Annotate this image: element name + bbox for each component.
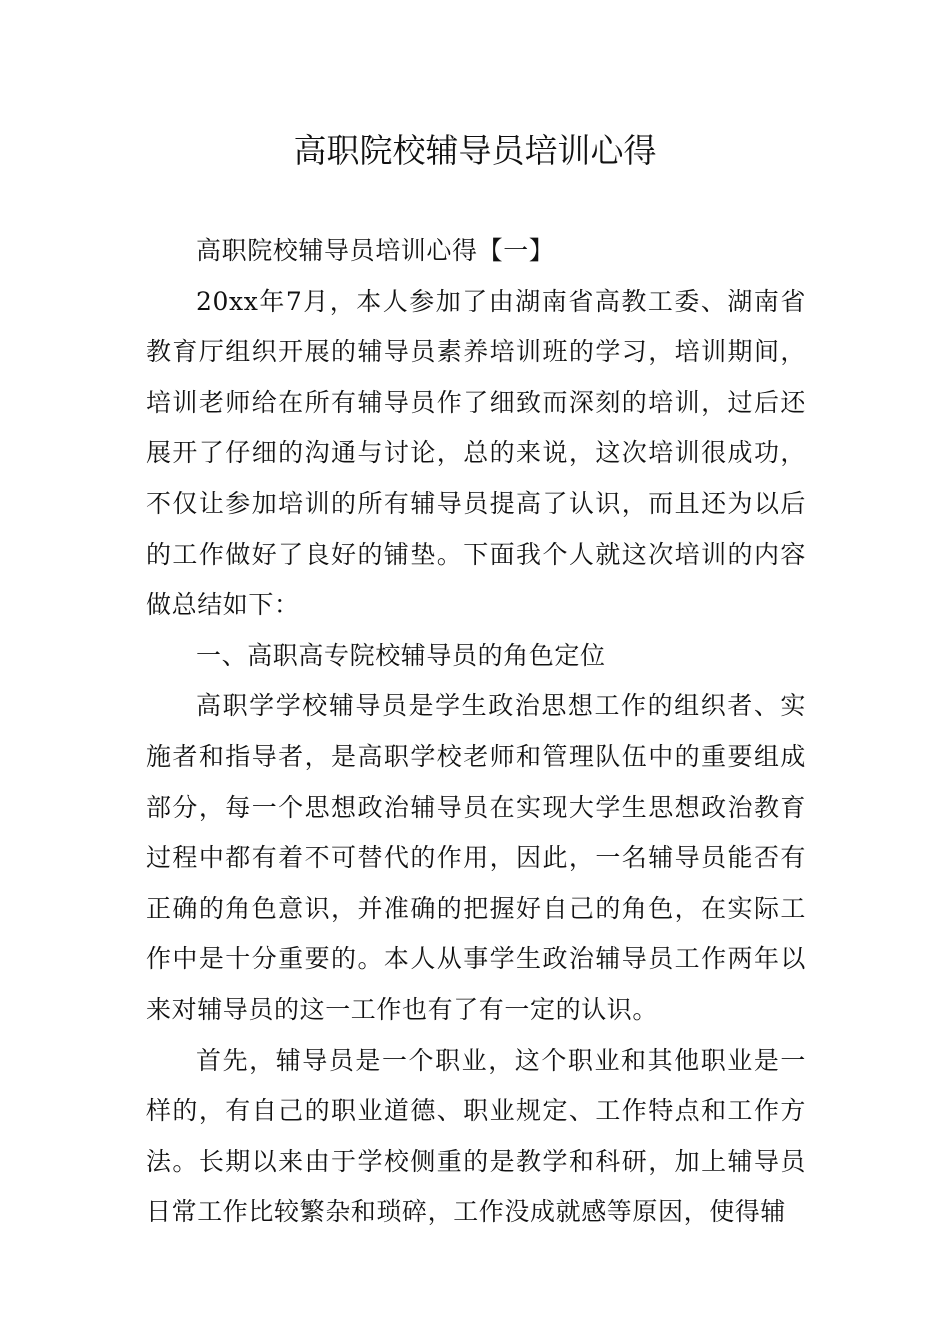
section-heading: 一、高职高专院校辅导员的角色定位 — [196, 640, 606, 670]
document-title: 高职院校辅导员培训心得 — [293, 131, 657, 170]
body-paragraph: 20xx年7月，本人参加了由湖南省高教工委、湖南省教育厅组织开展的辅导员素养培训班的学习，培训期间，培训老师给在所有辅导员作了细致而深刻的培训，过后还展开了仔细的沟通与讨论，总的来说，这次培训很成功，不仅让参加培训的所有辅导员提高了认识，而且还为以后的工作做好了良好的铺垫。下面我个人就这次培训的内容做总结如下： — [146, 286, 806, 620]
section-heading: 高职院校辅导员培训心得【一】 — [196, 236, 555, 265]
document-body — [146, 226, 806, 1238]
body-paragraph: 高职学学校辅导员是学生政治思想工作的组织者、实施者和指导者，是高职学校老师和管理队伍中的重要组成部分，每一个思想政治辅导员在实现大学生思想政治教育过程中都有着不可替代的作用，因此，一名辅导员能否有正确的角色意识，并准确的把握好自己的角色，在实际工作中是十分重要的。本人从事学生政治辅导员工作两年以来对辅导员的这一工作也有了有一定的认识。 — [146, 691, 806, 1024]
body-paragraph: 首先，辅导员是一个职业，这个职业和其他职业是一样的，有自己的职业道德、职业规定、工作特点和工作方法。长期以来由于学校侧重的是教学和科研，加上辅导员日常工作比较繁杂和琐碎，工作没成就感等原因，使得辅 — [146, 1045, 806, 1227]
